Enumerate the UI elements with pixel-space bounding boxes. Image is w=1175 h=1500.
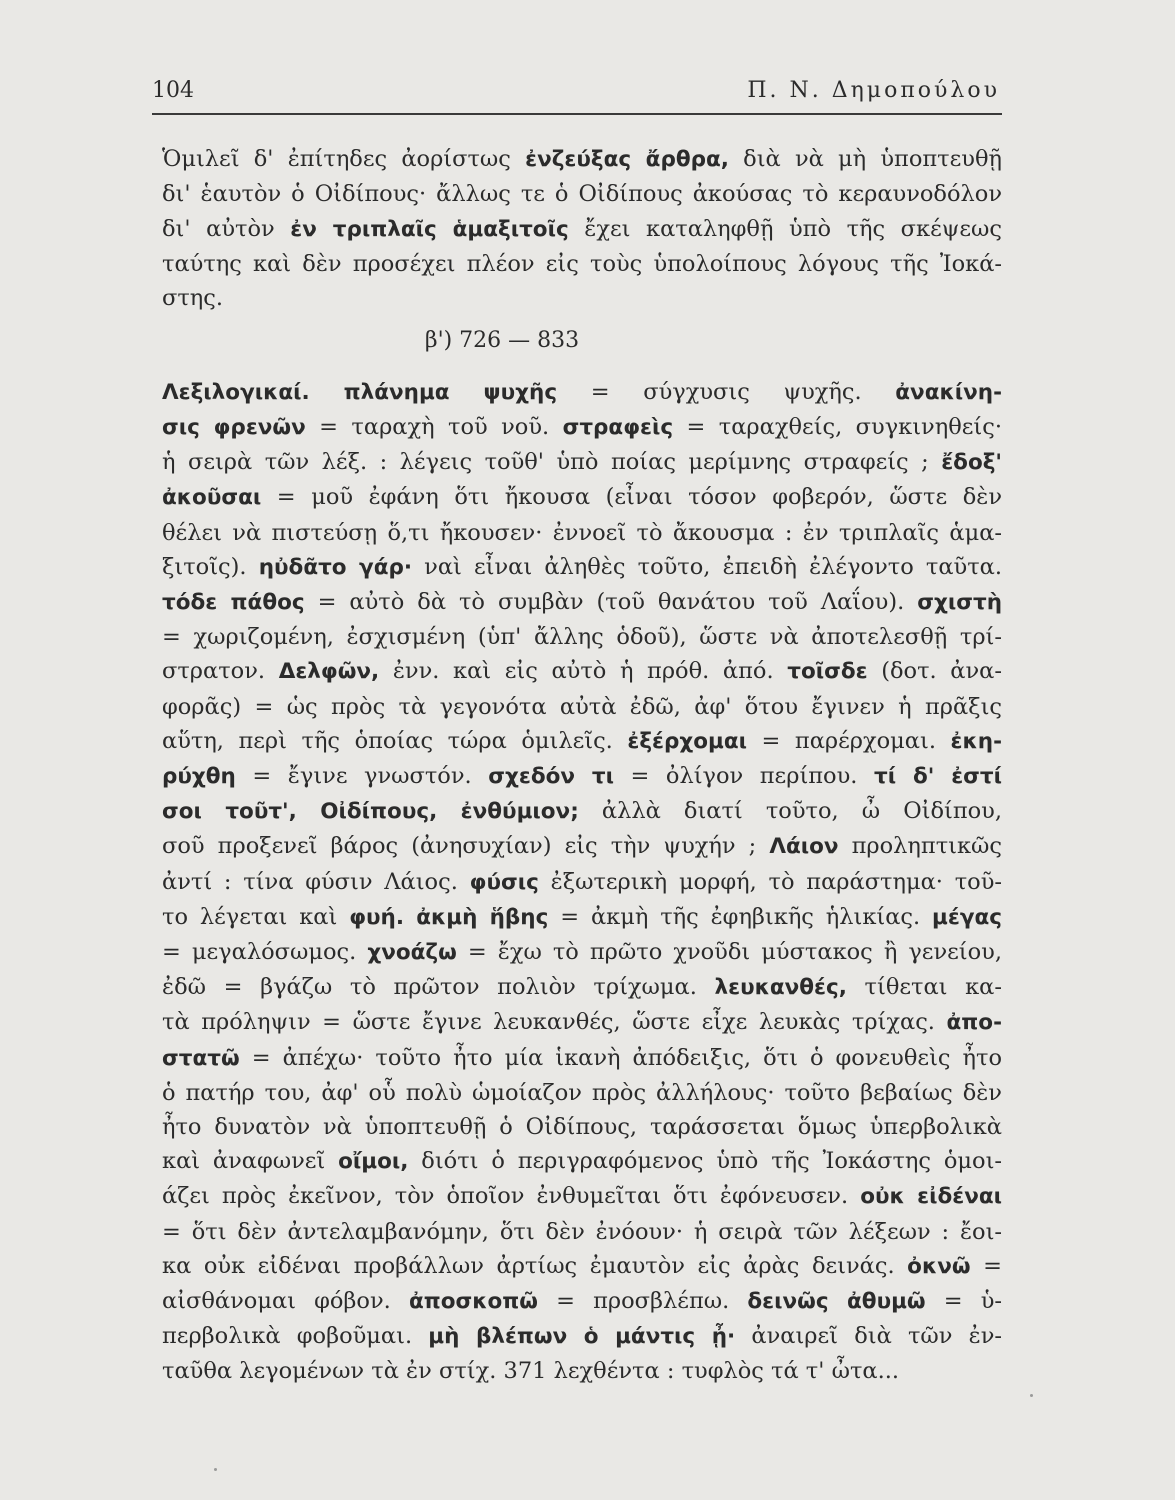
lemma-term: σχιστὴ — [917, 590, 1002, 615]
text-line: κα οὐκ εἰδέναι προβάλλων ἀρτίως ἐμαυτὸν εἰς ἀρὰς δεινάς. ὀκνῶ = — [162, 1252, 1002, 1279]
text-line: αὕτη, περὶ τῆς ὁποίας τώρα ὁμιλεῖς. ἐξέρχομαι = παρέρχομαι. ἐκη- — [162, 727, 1002, 754]
lemma-term: ἐξέρχομαι — [627, 728, 747, 754]
paragraph-vocabulary — [162, 375, 1002, 1389]
lemma-term: φυή. ἀκμὴ ἥβης — [349, 904, 549, 930]
text-line: = μεγαλόσωμος. χνοάζω = ἔχω τὸ πρῶτο χνοῦδι μύστακος ἢ γενείου, — [162, 939, 1003, 966]
lemma-term: ἔδοξ' — [941, 450, 1002, 476]
page-number: 104 — [152, 78, 194, 103]
lemma-term: οἴμοι, — [338, 1149, 409, 1175]
text-line: τὰ πρόληψιν = ὥστε ἔγινε λευκανθές, ὥστε εἶχε λευκὰς τρίχας. ἀπο- — [162, 1009, 1002, 1036]
text-line: ξιτοῖς). ηὐδᾶτο γάρ· ναὶ εἶναι ἀληθὲς τοῦτο, ἐπειδὴ ἐλέγοντο ταῦτα. — [162, 553, 1002, 580]
lemma-term: στατῶ — [162, 1045, 240, 1071]
lemma-term: ἀνακίνη- — [895, 379, 1002, 405]
text-line: φορᾶς) = ὡς πρὸς τὰ γεγονότα αὐτὰ ἐδῶ, ἀφ' ὅτου ἔγινεν ἡ πρᾶξις — [162, 693, 1002, 720]
lemma-term: σις φρενῶν — [162, 414, 306, 440]
lemma-term: ἀποσκοπῶ — [408, 1289, 538, 1315]
lemma-term: σχεδόν τι — [488, 764, 614, 790]
lemma-term: λευκανθές, — [714, 975, 847, 1001]
lemma-term: μὴ βλέπων ὁ μάντις ᾖ· — [428, 1324, 736, 1350]
lemma-term: ηὐδᾶτο γάρ· — [258, 554, 413, 580]
lemma-term: τοῖσδε — [787, 659, 868, 685]
lemma-term: Λάιον — [769, 834, 839, 860]
lemma-term: ρύχθη — [162, 764, 236, 790]
section-heading: β') 726 — 833 — [424, 328, 580, 354]
lemma-term: ἐκη- — [950, 728, 1002, 754]
header-rule — [152, 113, 1002, 115]
text-line: = χωριζομένη, ἐσχισμένη (ὑπ' ἄλλης ὁδοῦ), ὥστε νὰ ἀποτελεσθῇ τρί- — [162, 624, 1002, 651]
text-line: ταῦθα λεγομένων τὰ ἐν στίχ. 371 λεχθέντα : τυφλὸς τά τ' ὦτα... — [162, 1358, 900, 1385]
text-line: άζει πρὸς ἐκεῖνον, τὸν ὁποῖον ἐνθυμεῖται ὅτι ἐφόνευσεν. οὐκ εἰδέναι — [162, 1183, 1002, 1210]
text-line: ἡ σειρὰ τῶν λέξ. : λέγεις τοῦθ' ὑπὸ ποίας μερίμνης στραφείς ; ἔδοξ' — [162, 449, 1002, 476]
text-line: στατῶ = ἀπέχω· τοῦτο ἦτο μία ἱκανὴ ἀπόδειξις, ὅτι ὁ φονευθεὶς ἦτο — [162, 1044, 1002, 1071]
text-line: το λέγεται καὶ φυή. ἀκμὴ ἥβης = ἀκμὴ τῆς ἐφηβικῆς ἡλικίας. μέγας — [162, 903, 1002, 930]
lemma-term: τί δ' ἐστί — [873, 764, 1003, 790]
running-head — [152, 78, 1000, 112]
lemma-term: ἀκοῦσαι — [162, 485, 262, 511]
text-line: θέλει νὰ πιστεύσῃ ὅ,τι ἤκουσεν· ἐννοεῖ τὸ ἄκουσμα : ἐν τριπλαῖς ἁμα- — [162, 519, 1002, 546]
text-line: ταύτης καὶ δὲν προσέχει πλέον εἰς τοὺς ὑπολοίπους λόγους τῆς Ἰοκά- — [162, 250, 1002, 277]
lemma-term: ἐνζεύξας ἄρθρα, — [525, 147, 729, 172]
lemma-term: Δελφῶν, — [278, 659, 380, 685]
text-line: = ὅτι δὲν ἀντελαμβανόμην, ὅτι δὲν ἐνόουν· ἡ σειρὰ τῶν λέξεων : ἔοι- — [162, 1218, 1002, 1245]
text-line: στρατον. Δελφῶν, ἐνν. καὶ εἰς αὐτὸ ἡ πρόθ. ἀπό. τοῖσδε (δοτ. ἀνα- — [162, 658, 1002, 685]
running-title: Π. Ν. Δημοπούλου — [747, 78, 1000, 103]
text-line: τόδε πάθος = αὐτὸ δὰ τὸ συμβὰν (τοῦ θανάτου τοῦ Λαΐου). σχιστὴ — [162, 589, 1002, 615]
text-line: σοι τοῦτ', Οἰδίπους, ἐνθύμιον; ἀλλὰ διατί τοῦτο, ὦ Οἰδίπου, — [162, 798, 1002, 825]
text-line: σοῦ προξενεῖ βάρος (ἀνησυχίαν) εἰς τὴν ψυχήν ; Λάιον προληπτικῶς — [162, 833, 1002, 860]
text-line: αἰσθάνομαι φόβον. ἀποσκοπῶ = προσβλέπω. δεινῶς ἀθυμῶ = ὑ- — [162, 1288, 1003, 1315]
lemma-term: ἀπο- — [946, 1010, 1002, 1036]
text-line: καὶ ἀναφωνεῖ οἴμοι, διότι ὁ περιγραφόμενος ὑπὸ τῆς Ἰοκάστης ὁμοι- — [162, 1148, 1002, 1175]
lemma-term: φύσις — [469, 869, 539, 895]
lemma-term: στραφεὶς — [562, 414, 674, 440]
text-line: ἐδῶ = βγάζω τὸ πρῶτον πολιὸν τρίχωμα. λευκανθές, τίθεται κα- — [162, 974, 1002, 1001]
scan-speck — [1030, 1394, 1033, 1397]
scan-speck — [214, 1468, 217, 1471]
text-line: περβολικὰ φοβοῦμαι. μὴ βλέπων ὁ μάντις ᾖ· ἀναιρεῖ διὰ τῶν ἐν- — [162, 1323, 1002, 1350]
lemma-term: ὀκνῶ — [907, 1253, 971, 1279]
lemma-term: τόδε πάθος — [162, 590, 305, 615]
text-line: δι' ἑαυτὸν ὁ Οἰδίπους· ἄλλως τε ὁ Οἰδίπους ἀκούσας τὸ κεραυνοδόλον — [162, 181, 1002, 208]
lemma-term: Λεξιλογικαί. πλάνημα ψυχῆς — [162, 379, 558, 405]
text-line: σις φρενῶν = ταραχὴ τοῦ νοῦ. στραφεὶς = ταραχθείς, συγκινηθείς· — [162, 413, 1002, 440]
lemma-term: σοι τοῦτ', Οἰδίπους, ἐνθύμιον; — [162, 799, 579, 825]
lemma-term: μέγας — [932, 904, 1002, 930]
body-text — [162, 142, 1002, 1389]
text-line: ἦτο δυνατὸν νὰ ὑποπτευθῇ ὁ Οἰδίπους, ταράσσεται ὅμως ὑπερβολικὰ — [162, 1114, 1002, 1141]
lemma-term: χνοάζω — [367, 940, 457, 966]
lemma-term: δεινῶς ἀθυμῶ — [747, 1289, 926, 1315]
lemma-term: ἐν τριπλαῖς ἁμαξιτοῖς — [290, 216, 569, 242]
text-line: δι' αὐτὸν ἐν τριπλαῖς ἁμαξιτοῖς ἔχει καταληφθῇ ὑπὸ τῆς σκέψεως — [162, 215, 1003, 242]
text-line: Ὁμιλεῖ δ' ἐπίτηδες ἀορίστως ἐνζεύξας ἄρθρα, διὰ νὰ μὴ ὑποπτευθῇ — [162, 146, 1002, 172]
text-line: στης. — [162, 285, 224, 312]
text-line: ρύχθη = ἔγινε γνωστόν. σχεδόν τι = ὀλίγον περίπου. τί δ' ἐστί — [162, 763, 1003, 790]
text-line: Λεξιλογικαί. πλάνημα ψυχῆς = σύγχυσις ψυχῆς. ἀνακίνη- — [162, 378, 1002, 405]
lemma-term: οὐκ εἰδέναι — [860, 1184, 1002, 1210]
text-line: ἀντί : τίνα φύσιν Λάιος. φύσις ἐξωτερικὴ μορφή, τὸ παράστημα· τοῦ- — [162, 868, 1003, 895]
text-line: ἀκοῦσαι = μοῦ ἐφάνη ὅτι ἤκουσα (εἶναι τόσον φοβερόν, ὥστε δὲν — [162, 484, 1002, 511]
paragraph-intro — [162, 142, 1002, 315]
text-line: ὁ πατήρ του, ἀφ' οὗ πολὺ ὡμοίαζον πρὸς ἀλλήλους· τοῦτο βεβαίως δὲν — [162, 1079, 1002, 1106]
